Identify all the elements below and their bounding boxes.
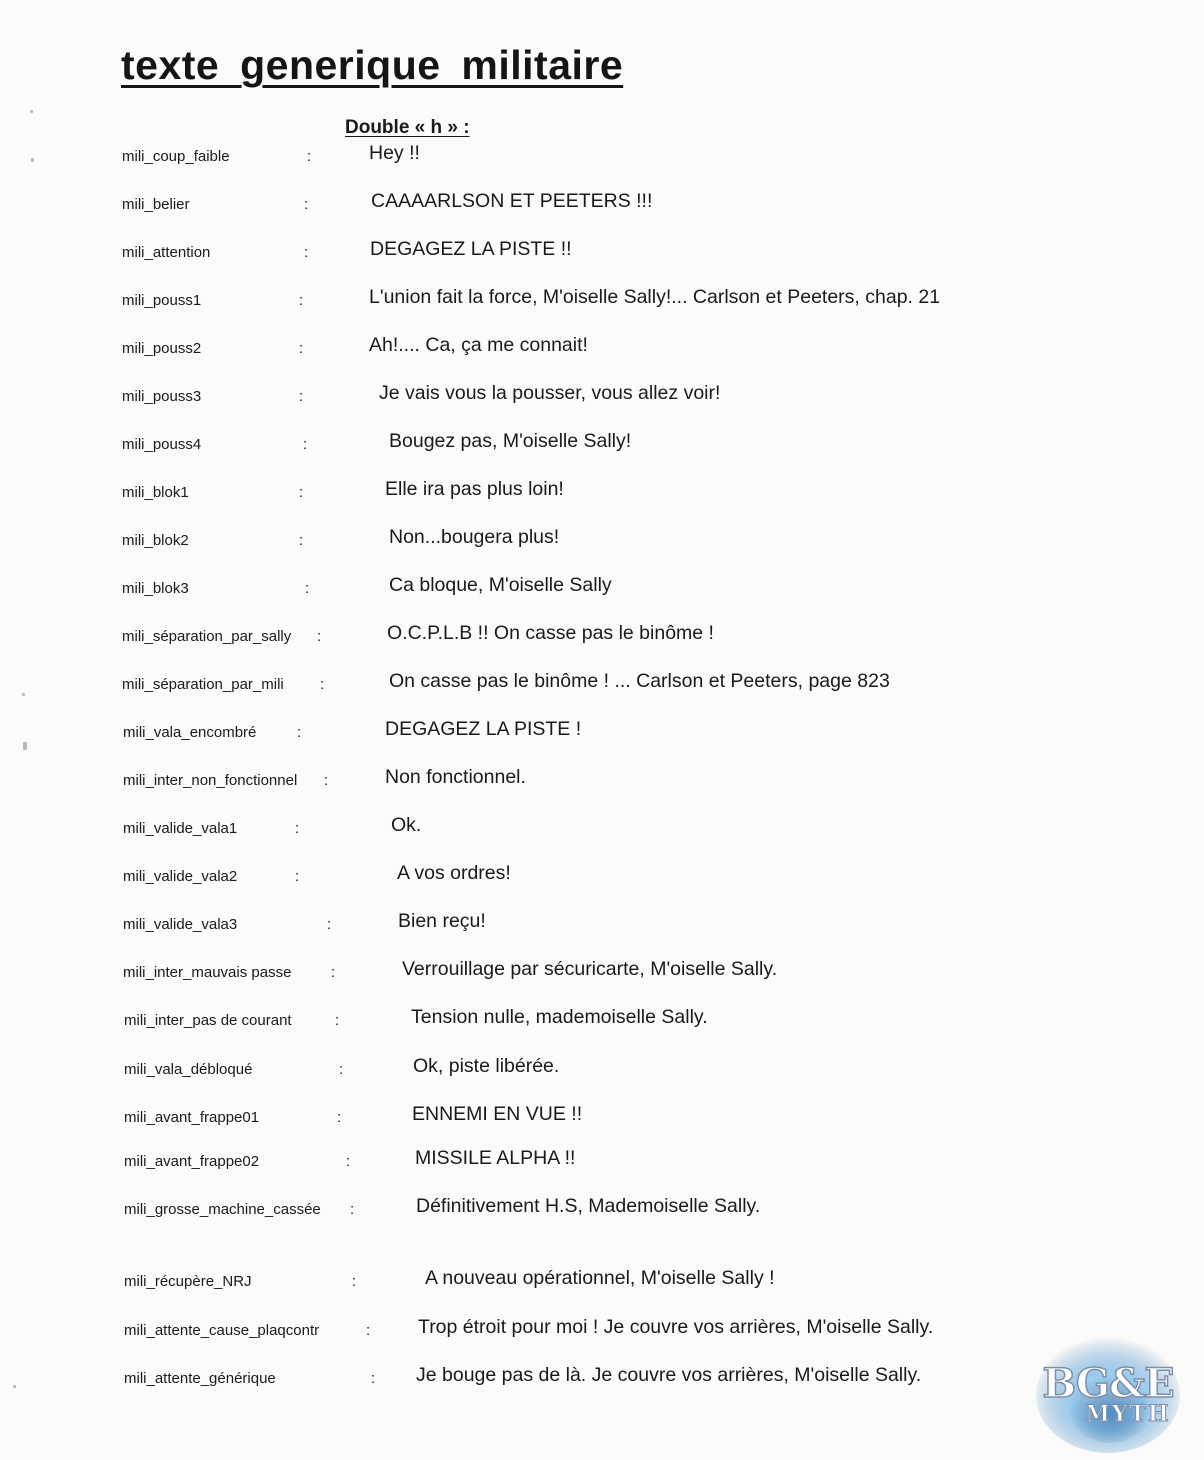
dialogue-row — [0, 670, 1204, 698]
dialogue-row — [0, 334, 1204, 362]
row-separator: : — [350, 1201, 355, 1218]
row-key: mili_avant_frappe01 — [124, 1109, 260, 1126]
row-key: mili_attention — [122, 244, 211, 261]
row-key: mili_valide_vala2 — [123, 868, 238, 885]
row-line: Non...bougera plus! — [389, 526, 560, 548]
row-key: mili_attente_cause_plaqcontr — [124, 1322, 320, 1339]
row-key: mili_blok3 — [122, 580, 189, 597]
dialogue-row — [0, 1364, 1204, 1392]
dialogue-row — [0, 1316, 1204, 1344]
row-line: Ok, piste libérée. — [413, 1055, 560, 1077]
dialogue-row — [0, 574, 1204, 602]
dialogue-row — [0, 430, 1204, 458]
row-separator: : — [371, 1370, 376, 1387]
row-line: O.C.P.L.B !! On casse pas le binôme ! — [387, 622, 714, 644]
row-separator: : — [299, 532, 304, 549]
row-separator: : — [335, 1012, 340, 1029]
row-line: A vos ordres! — [397, 862, 511, 884]
row-separator: : — [327, 916, 332, 933]
row-line: Bougez pas, M'oiselle Sally! — [389, 430, 632, 452]
row-separator: : — [317, 628, 322, 645]
row-separator: : — [299, 388, 304, 405]
row-separator: : — [346, 1153, 351, 1170]
row-key: mili_attente_générique — [124, 1370, 276, 1387]
dialogue-row — [0, 1055, 1204, 1083]
row-separator: : — [297, 724, 302, 741]
row-key: mili_récupère_NRJ — [124, 1273, 252, 1290]
row-key: mili_vala_débloqué — [124, 1061, 253, 1078]
row-line: L'union fait la force, M'oiselle Sally!... Carlson et Peeters, chap. 21 — [369, 286, 941, 308]
logo-text-bge: BG&E — [1042, 1360, 1174, 1407]
row-separator: : — [366, 1322, 371, 1339]
row-separator: : — [304, 244, 309, 261]
dialogue-row — [0, 478, 1204, 506]
row-separator: : — [295, 868, 300, 885]
scan-speck — [23, 742, 27, 750]
scan-speck — [13, 1385, 16, 1388]
row-key: mili_séparation_par_sally — [122, 628, 292, 645]
dialogue-row — [0, 142, 1204, 170]
row-line: Non fonctionnel. — [385, 766, 526, 788]
row-key: mili_inter_mauvais passe — [123, 964, 292, 981]
row-separator: : — [305, 580, 310, 597]
scan-speck — [30, 110, 33, 113]
row-separator: : — [339, 1061, 344, 1078]
row-line: CAAAARLSON ET PEETERS !!! — [371, 190, 653, 212]
dialogue-row — [0, 910, 1204, 938]
row-key: mili_blok1 — [122, 484, 189, 501]
row-separator: : — [299, 340, 304, 357]
row-key: mili_valide_vala3 — [123, 916, 238, 933]
row-line: DEGAGEZ LA PISTE !! — [370, 238, 572, 260]
row-line: Bien reçu! — [398, 910, 486, 932]
row-line: Je bouge pas de là. Je couvre vos arrières, M'oiselle Sally. — [416, 1364, 922, 1386]
row-separator: : — [324, 772, 329, 789]
row-key: mili_belier — [122, 196, 190, 213]
dialogue-row — [0, 526, 1204, 554]
scan-speck — [31, 158, 34, 162]
dialogue-row — [0, 286, 1204, 314]
row-line: Elle ira pas plus loin! — [385, 478, 564, 500]
row-line: Je vais vous la pousser, vous allez voir! — [379, 382, 721, 404]
page-title: texte generique militaire — [121, 42, 624, 88]
dialogue-row — [0, 1006, 1204, 1034]
row-line: Hey !! — [369, 142, 420, 164]
row-separator: : — [320, 676, 325, 693]
dialogue-row — [0, 190, 1204, 218]
row-line: Trop étroit pour moi ! Je couvre vos arrières, M'oiselle Sally. — [418, 1316, 934, 1338]
row-separator: : — [304, 196, 309, 213]
dialogue-row — [0, 1147, 1204, 1175]
row-key: mili_séparation_par_mili — [122, 676, 284, 693]
row-line: MISSILE ALPHA !! — [415, 1147, 576, 1169]
section-heading: Double « h » : — [345, 117, 470, 138]
row-line: DEGAGEZ LA PISTE ! — [385, 718, 582, 740]
dialogue-row — [0, 238, 1204, 266]
row-line: Définitivement H.S, Mademoiselle Sally. — [416, 1195, 761, 1217]
row-key: mili_avant_frappe02 — [124, 1153, 260, 1170]
row-separator: : — [352, 1273, 357, 1290]
row-separator: : — [299, 484, 304, 501]
bge-myth-logo — [1030, 1325, 1195, 1455]
row-line: On casse pas le binôme ! ... Carlson et Peeters, page 823 — [389, 670, 890, 692]
row-line: Verrouillage par sécuricarte, M'oiselle Sally. — [402, 958, 778, 980]
row-line: Ca bloque, M'oiselle Sally — [389, 574, 612, 596]
row-separator: : — [299, 292, 304, 309]
row-separator: : — [307, 148, 312, 165]
row-key: mili_grosse_machine_cassée — [124, 1201, 321, 1218]
row-key: mili_valide_vala1 — [123, 820, 238, 837]
dialogue-row — [0, 382, 1204, 410]
row-key: mili_inter_pas de courant — [124, 1012, 292, 1029]
row-line: ENNEMI EN VUE !! — [412, 1103, 583, 1125]
row-separator: : — [331, 964, 336, 981]
row-line: Tension nulle, mademoiselle Sally. — [411, 1006, 708, 1028]
row-line: Ok. — [391, 814, 422, 836]
row-line: Ah!.... Ca, ça me connait! — [369, 334, 588, 356]
dialogue-row — [0, 814, 1204, 842]
dialogue-row — [0, 958, 1204, 986]
dialogue-row — [0, 1103, 1204, 1131]
row-key: mili_coup_faible — [122, 148, 230, 165]
row-key: mili_vala_encombré — [123, 724, 257, 741]
row-line: A nouveau opérationnel, M'oiselle Sally ! — [425, 1267, 775, 1289]
row-key: mili_pouss3 — [122, 388, 202, 405]
row-separator: : — [295, 820, 300, 837]
row-key: mili_pouss1 — [122, 292, 202, 309]
row-key: mili_blok2 — [122, 532, 189, 549]
dialogue-row — [0, 622, 1204, 650]
dialogue-row — [0, 718, 1204, 746]
row-key: mili_pouss2 — [122, 340, 202, 357]
dialogue-row — [0, 862, 1204, 890]
scan-speck — [22, 693, 25, 696]
logo-text-myth: MYTH — [1085, 1401, 1171, 1427]
row-separator: : — [303, 436, 308, 453]
row-key: mili_pouss4 — [122, 436, 202, 453]
dialogue-row — [0, 766, 1204, 794]
dialogue-row — [0, 1267, 1204, 1295]
row-separator: : — [337, 1109, 342, 1126]
row-key: mili_inter_non_fonctionnel — [123, 772, 298, 789]
dialogue-row — [0, 1195, 1204, 1223]
